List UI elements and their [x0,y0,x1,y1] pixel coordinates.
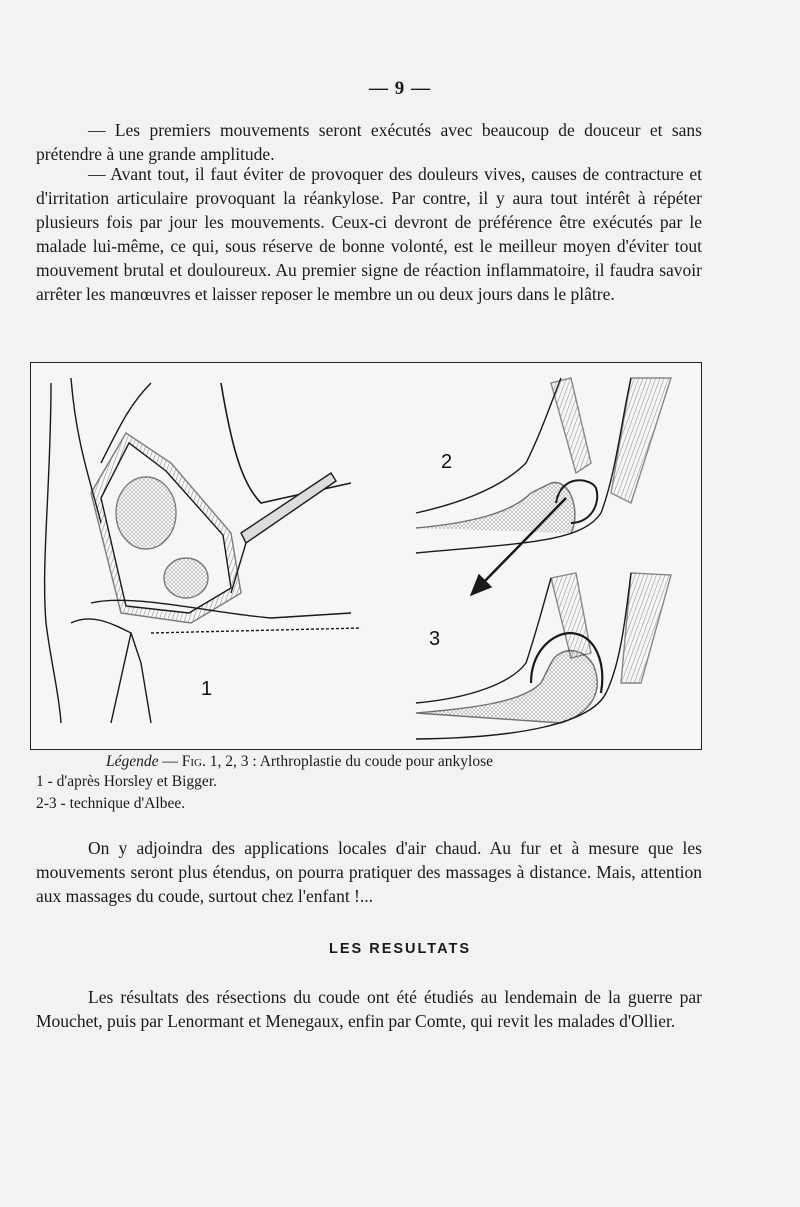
paragraph-2: — Avant tout, il faut éviter de provoquer des douleurs vives, causes de contracture et d'irritation articulaire provoquant la réankylose. Par contre, il y aura tout intérêt à répéter plusieurs fois par jour les mouvements. Ceux-ci devront de préférence être exécutés par le malade lui-même, ce qui, sous réserve de bonne volonté, est le meilleur moyen d'éviter tout mouvement brutal et douloureux. Au premier signe de réaction inflammatoire, il faudra savoir arrêter les manœuvres et laisser reposer le membre un ou deux jours dans le plâtre. [36,164,702,304]
figure-caption: Légende — Fig. 1, 2, 3 : Arthroplastie du coude pour ankylose [106,753,494,770]
caption-fig-text: 1, 2, 3 : Arthroplastie du coude pour ankylose [209,753,494,770]
figure-label-1: 1 [201,678,213,700]
page-number: — 9 — [369,78,431,99]
section-heading: LES RESULTATS [329,941,471,957]
paragraph-3: On y adjoindra des applications locales d'air chaud. Au fur et à mesure que les mouvements seront plus étendus, on pourra pratiquer des massages à distance. Mais, attention aux massages du coude, surtout chez l'enfant !... [36,838,702,906]
caption-line-3: 2-3 - technique d'Albee. [36,795,186,812]
figure-elbow-arthroplasty [30,362,702,750]
figure-label-3: 3 [429,628,441,650]
drawing-1 [45,378,361,723]
paragraph-4: Les résultats des résections du coude ont été étudiés au lendemain de la guerre par Mouchet, puis par Lenormant et Menegaux, enfin par Comte, qui revit les malades d'Ollier. [36,987,702,1031]
paragraph-1: — Les premiers mouvements seront exécutés avec beaucoup de douceur et sans prétendre à une grande amplitude. [36,120,702,164]
caption-legend-word: Légende [106,753,159,770]
caption-fig-label: Fig. [181,753,206,770]
drawing-3 [416,573,671,739]
caption-line-2: 1 - d'après Horsley et Bigger. [36,773,217,790]
drawing-2 [416,378,671,595]
figure-label-2: 2 [441,451,453,473]
